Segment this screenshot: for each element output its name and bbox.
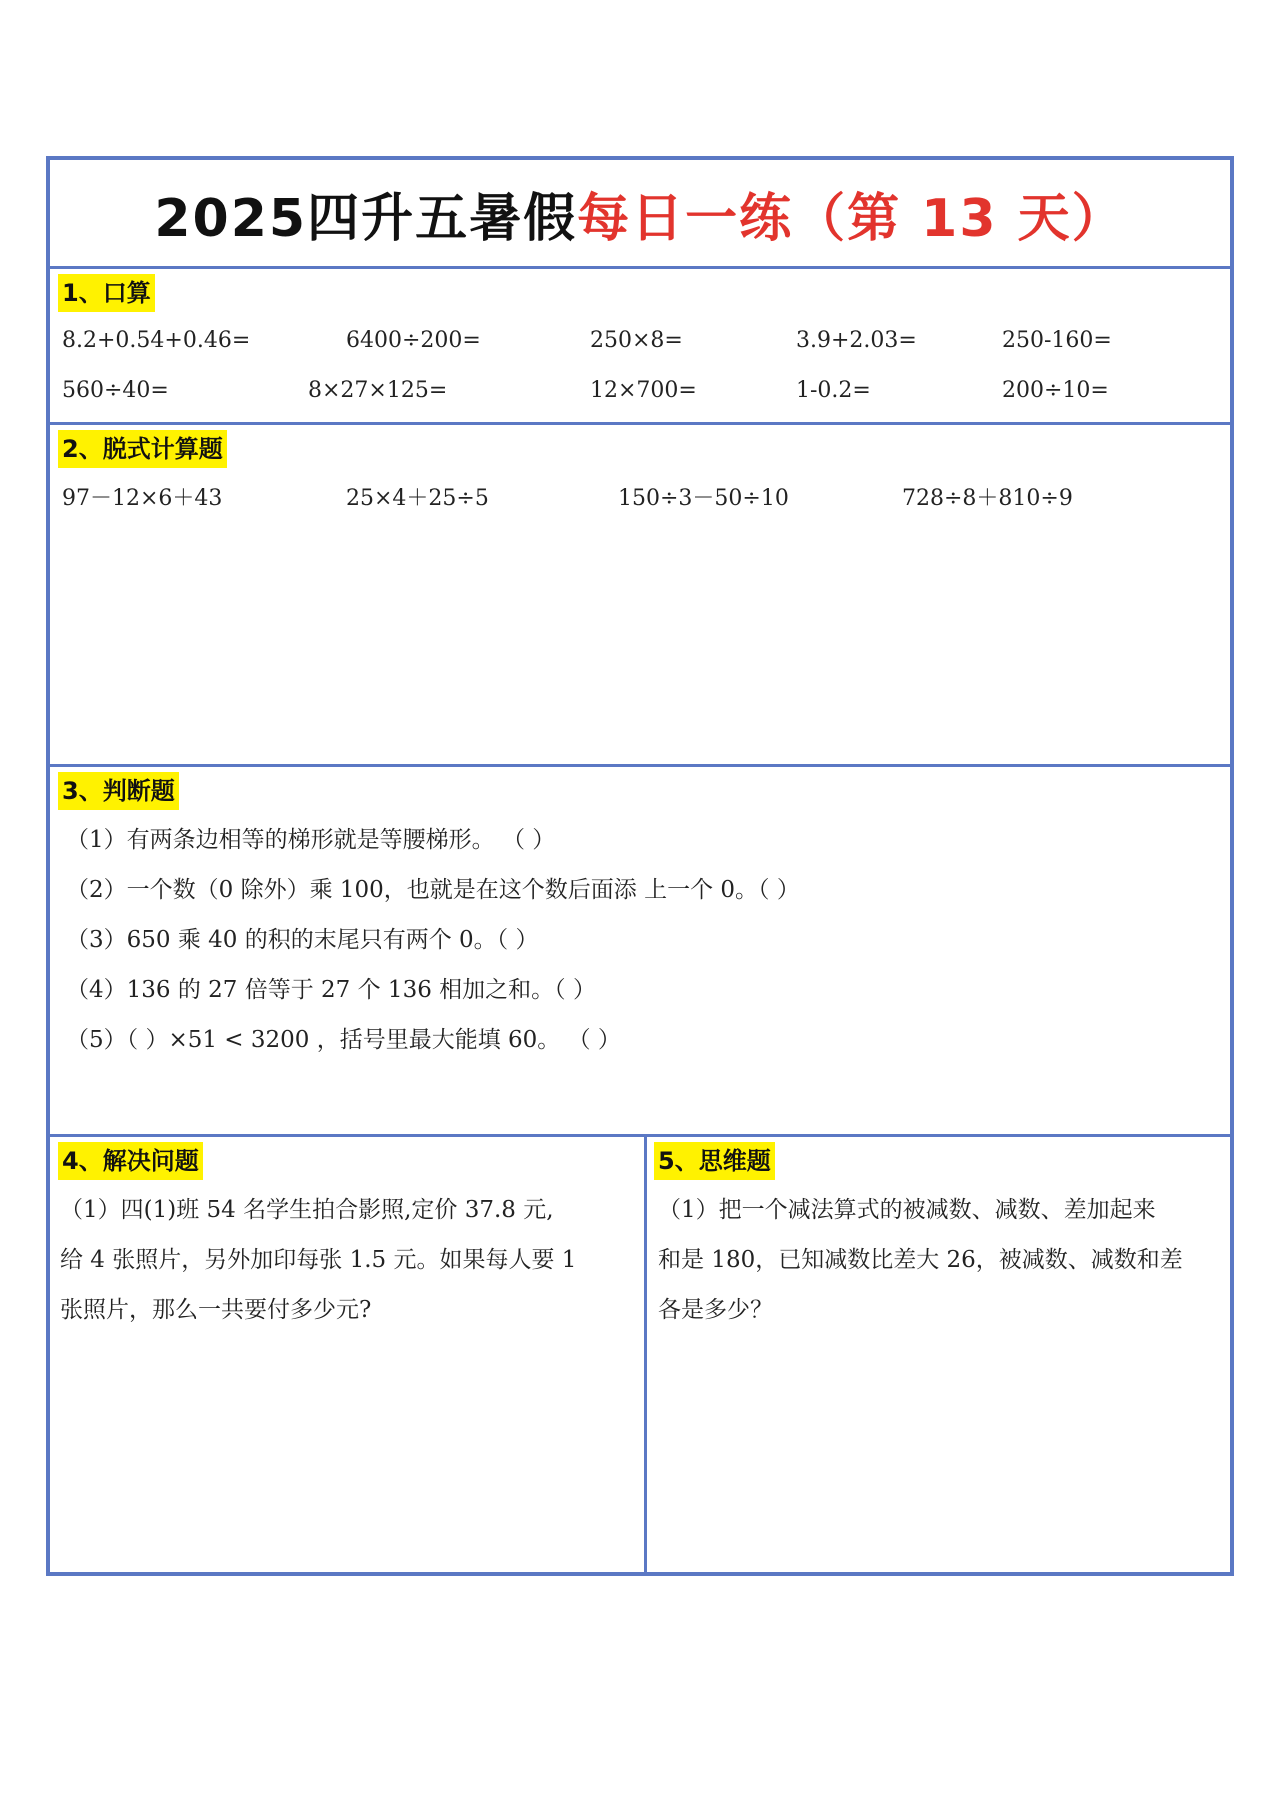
oral-calc-item: 8.2+0.54+0.46=: [62, 328, 251, 353]
oral-calc-item: 3.9+2.03=: [796, 328, 917, 353]
oral-calc-item: 250-160=: [1002, 328, 1112, 353]
thinking-line: 各是多少？: [658, 1297, 773, 1323]
problem-line: （1）四(1)班 54 名学生拍合影照,定价 37.8 元,: [60, 1197, 554, 1223]
title-day: 每日一练（第 13 天）: [577, 188, 1126, 249]
step-calc-item: 97－12×6＋43: [62, 486, 223, 511]
divider: [50, 266, 1230, 269]
worksheet: [46, 156, 1234, 1576]
true-false-item: （5）（ ）×51 < 3200 ，括号里最大能填 60。 （ ）: [66, 1027, 621, 1053]
true-false-item: （3）650 乘 40 的积的末尾只有两个 0。（ ）: [66, 927, 539, 953]
oral-calc-item: 8×27×125=: [308, 378, 448, 403]
oral-calc-item: 560÷40=: [62, 378, 169, 403]
divider: [50, 1134, 1230, 1137]
divider: [50, 764, 1230, 767]
worksheet-title: [50, 160, 1230, 266]
oral-calc-item: 200÷10=: [1002, 378, 1109, 403]
true-false-item: （4）136 的 27 倍等于 27 个 136 相加之和。（ ）: [66, 977, 596, 1003]
section-3-label: 3、判断题: [58, 772, 179, 810]
thinking-line: 和是 180，已知减数比差大 26，被减数、减数和差: [658, 1247, 1183, 1273]
step-calc-item: 150÷3－50÷10: [618, 486, 789, 511]
section-5-label: 5、思维题: [654, 1142, 775, 1180]
column-divider: [644, 1134, 647, 1576]
step-calc-item: 25×4＋25÷5: [346, 486, 489, 511]
title-main: 2025四升五暑假: [154, 188, 578, 249]
problem-line: 张照片，那么一共要付多少元?: [60, 1297, 372, 1323]
thinking-line: （1）把一个减法算式的被减数、减数、差加起来: [658, 1197, 1156, 1223]
section-4-label: 4、解决问题: [58, 1142, 203, 1180]
true-false-item: （2）一个数（0 除外）乘 100，也就是在这个数后面添 上一个 0。（ ）: [66, 877, 800, 903]
true-false-item: （1）有两条边相等的梯形就是等腰梯形。 （ ）: [66, 827, 556, 853]
step-calc-item: 728÷8＋810÷9: [902, 486, 1073, 511]
section-2-label: 2、脱式计算题: [58, 430, 227, 468]
divider: [50, 422, 1230, 425]
section-1-label: 1、口算: [58, 274, 155, 312]
problem-line: 给 4 张照片，另外加印每张 1.5 元。如果每人要 1: [60, 1247, 577, 1273]
oral-calc-item: 6400÷200=: [346, 328, 481, 353]
oral-calc-item: 1-0.2=: [796, 378, 871, 403]
oral-calc-item: 250×8=: [590, 328, 683, 353]
oral-calc-item: 12×700=: [590, 378, 697, 403]
